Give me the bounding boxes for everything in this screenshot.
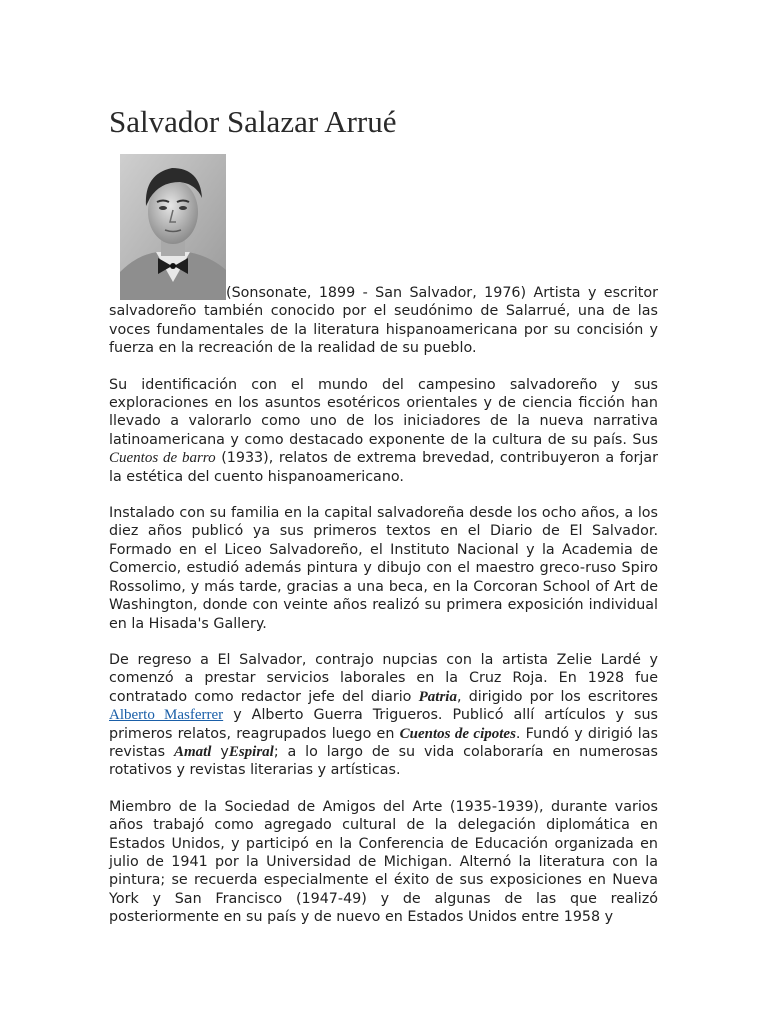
page-title: Salvador Salazar Arrué	[109, 104, 397, 139]
paragraph-identification	[109, 376, 658, 486]
text: y	[220, 743, 229, 760]
text: ; a lo largo de su vida colaboraría en numerosas rotativos y revistas literarias y artísticas.	[109, 743, 659, 779]
paragraph-education: Instalado con su familia en la capital salvadoreña desde los ocho años, a los diez años publicó ya sus primeros textos en el Diario de El Salvador. Formado en el Liceo Salvadoreño, el Instituto Nacional y la Academia de Comercio, estudió además pintura y dibujo con el maestro greco-ruso Spiro Rossolimo, y más tarde, gracias a una beca, en la Corcoran School of Art de Washington, donde con veinte años realizó su primera exposición individual en la Hisada's Gallery.	[109, 505, 658, 632]
magazine-title: Amatl	[173, 743, 212, 760]
text: (1933), relatos de extrema brevedad, contribuyeron a forjar la estética del cuento hispanoamericano.	[109, 450, 659, 485]
text: y Alberto Guerra Trigueros. Publicó allí artículos y sus primeros relatos, reagrupados luego en	[109, 707, 658, 742]
portrait-image	[120, 154, 226, 300]
paragraph-return	[109, 651, 658, 780]
paragraph-intro: (Sonsonate, 1899 - San Salvador, 1976) Artista y escritor salvadoreño también conocido por el seudónimo de Salarrué, una de las voces fundamentales de la literatura hispanoamericana por su concisión y fuerza en la recreación de la realidad de su pueblo.	[109, 285, 658, 357]
newspaper-title: Patria	[418, 688, 457, 705]
book-title: Cuentos de cipotes	[399, 725, 516, 742]
book-title: Cuentos de barro	[109, 450, 216, 467]
text: . Fundó y dirigió las revistas	[109, 725, 658, 760]
author-link[interactable]: Alberto Masferrer	[109, 707, 224, 724]
article-body	[109, 284, 658, 945]
portrait-photo	[120, 154, 226, 300]
text: , dirigido por los escritores	[456, 688, 658, 705]
magazine-title: Espiral	[228, 743, 274, 760]
paragraph-career: Miembro de la Sociedad de Amigos del Arte (1935-1939), durante varios años trabajó como agregado cultural de la delegación diplomática en Estados Unidos, y participó en la Conferencia de Educación organizada en julio de 1941 por la Universidad de Michigan. Alternó la literatura con la pintura; se recuerda especialmente el éxito de sus exposiciones en Nueva York y San Francisco (1947-49) y de algunas de las que realizó posteriormente en su país y de nuevo en Estados Unidos entre 1958 y	[109, 798, 658, 926]
text: Su identificación con el mundo del campesino salvadoreño y sus exploraciones en los asuntos esotéricos orientales y de ciencia ficción han llevado a valorarlo como uno de los iniciadores de la nueva narrativa latinoamericana y como destacado exponente de la cultura de su país. Sus	[109, 376, 658, 448]
text: De regreso a El Salvador, contrajo nupcias con la artista Zelie Lardé y comenzó a prestar servicios laborales en la Cruz Roja. En 1928 fue contratado como redactor jefe del diario	[109, 651, 658, 705]
